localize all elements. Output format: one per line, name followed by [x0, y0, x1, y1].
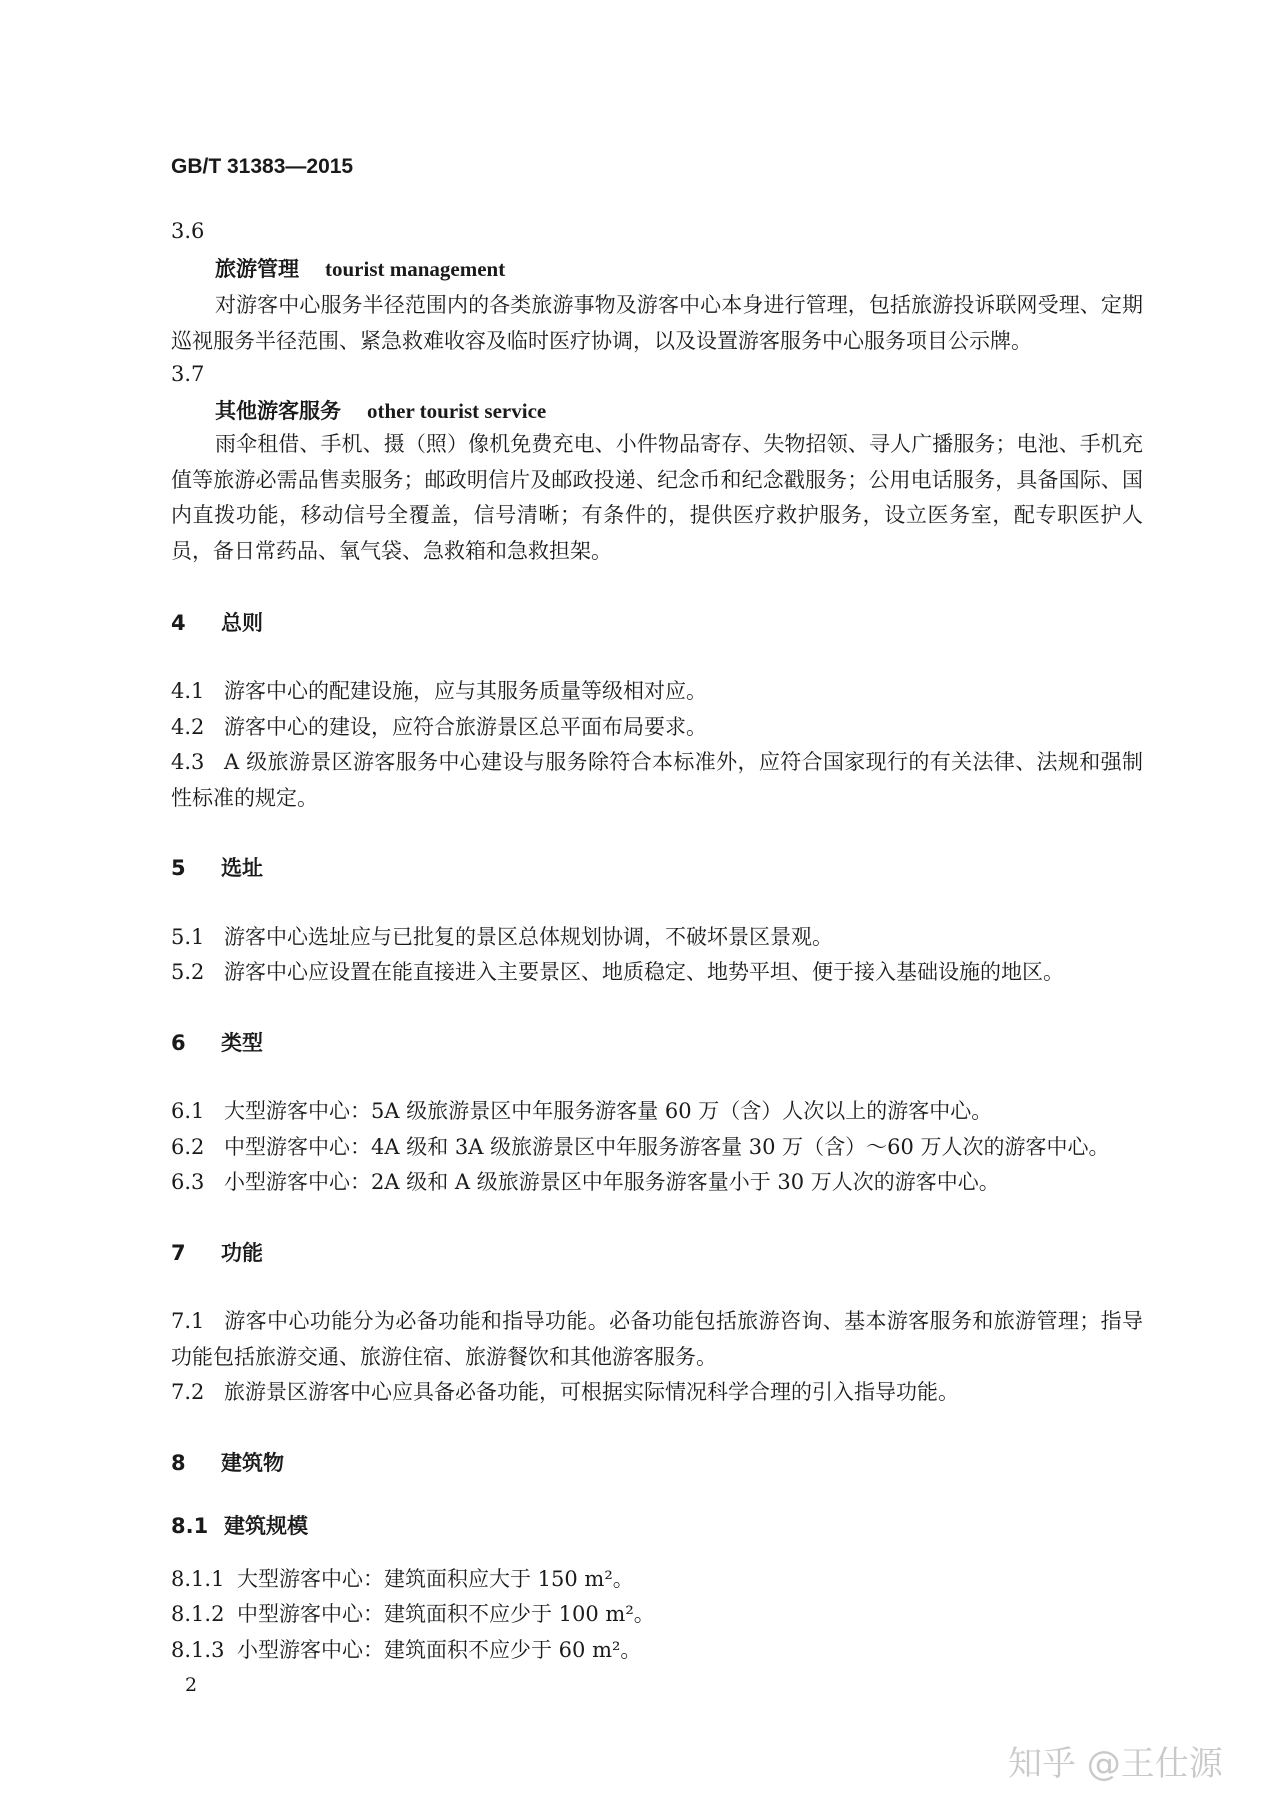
subsection-heading: 8.1 建筑规模: [171, 1514, 308, 1538]
clause-number: 3.7: [171, 362, 205, 386]
term-zh: 其他游客服务: [215, 398, 341, 423]
clause: 6.3 小型游客中心：2A 级和 A 级旅游景区中年服务游客量小于 30 万人次的游客中心。: [171, 1170, 1000, 1194]
clause: 8.1.2 中型游客中心：建筑面积不应少于 100 m²。: [171, 1602, 655, 1626]
term-definition: 雨伞租借、手机、摄（照）像机免费充电、小件物品寄存、失物招领、寻人广播服务；电池、手机充值等旅游必需品售卖服务；邮政明信片及邮政投递、纪念币和纪念戳服务；公用电话服务，具备国际、国内直拨功能，移动信号全覆盖，信号清晰；有条件的，提供医疗救护服务，设立医务室，配专职医护人员，备日常药品、氧气袋、急救箱和急救担架。: [171, 432, 1143, 564]
clause: 4.2 游客中心的建设，应符合旅游景区总平面布局要求。: [171, 715, 707, 739]
term-definition: 对游客中心服务半径范围内的各类旅游事物及游客中心本身进行管理，包括旅游投诉联网受理、定期巡视服务半径范围、紧急救难收容及临时医疗协调，以及设置游客服务中心服务项目公示牌。: [171, 293, 1143, 353]
document-id: GB/T 31383—2015: [171, 155, 354, 178]
clause: 5.2 游客中心应设置在能直接进入主要景区、地质稳定、地势平坦、便于接入基础设施的地区。: [171, 960, 1064, 984]
term-heading: [215, 251, 505, 287]
clause: 4.1 游客中心的配建设施，应与其服务质量等级相对应。: [171, 679, 707, 703]
clause: 5.1 游客中心选址应与已批复的景区总体规划协调，不破坏景区景观。: [171, 925, 833, 949]
clause: 7.2 旅游景区游客中心应具备必备功能，可根据实际情况科学合理的引入指导功能。: [171, 1380, 959, 1404]
term-zh: 旅游管理: [215, 256, 299, 281]
section-heading: 7 功能: [171, 1241, 263, 1265]
section-heading: 4 总则: [171, 611, 263, 635]
clause-number: 3.6: [171, 219, 205, 243]
section-heading: 6 类型: [171, 1031, 263, 1055]
term-en: tourist management: [325, 257, 506, 281]
clause: 6.2 中型游客中心：4A 级和 3A 级旅游景区中年服务游客量 30 万（含）～60 万人次的游客中心。: [171, 1135, 1110, 1159]
clause: 7.1 游客中心功能分为必备功能和指导功能。必备功能包括旅游咨询、基本游客服务和旅游管理；指导功能包括旅游交通、旅游住宿、旅游餐饮和其他游客服务。: [171, 1309, 1143, 1369]
section-heading: 5 选址: [171, 856, 263, 880]
clause: 8.1.1 大型游客中心：建筑面积应大于 150 m²。: [171, 1567, 634, 1591]
clause: 4.3 A 级旅游景区游客服务中心建设与服务除符合本标准外，应符合国家现行的有关法律、法规和强制性标准的规定。: [171, 750, 1143, 810]
term-en: other tourist service: [367, 399, 547, 423]
clause: 6.1 大型游客中心：5A 级旅游景区中年服务游客量 60 万（含）人次以上的游客中心。: [171, 1099, 993, 1123]
term-heading: [215, 393, 546, 429]
watermark: 知乎 @王仕源: [1008, 1744, 1223, 1784]
clause: 8.1.3 小型游客中心：建筑面积不应少于 60 m²。: [171, 1638, 642, 1662]
section-heading: 8 建筑物: [171, 1451, 284, 1475]
page-number: 2: [185, 1674, 198, 1696]
